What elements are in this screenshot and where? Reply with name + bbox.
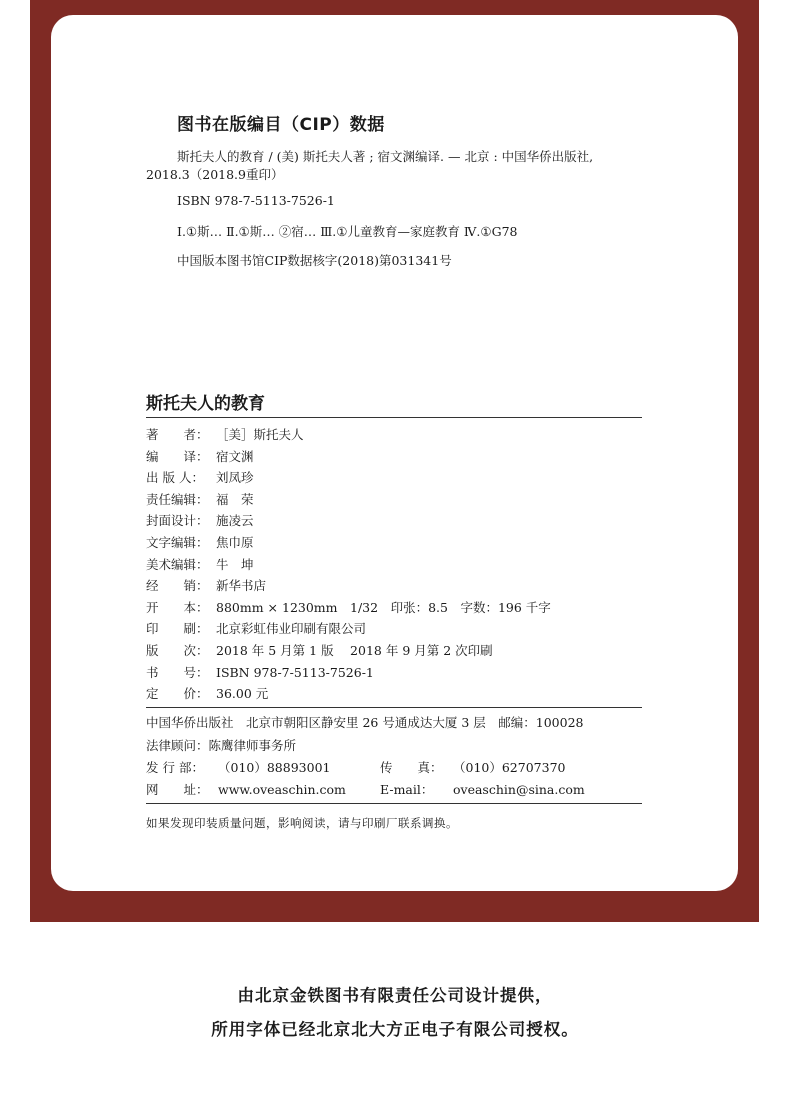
book-info-key: 封面设计： — [146, 513, 209, 529]
book-info-row — [146, 426, 304, 444]
book-info-value: 刘凤珍 — [216, 470, 254, 486]
book-info-key: 经 销： — [146, 578, 209, 594]
cip-classification: Ⅰ.①斯… Ⅱ.①斯… ②宿… Ⅲ.①儿童教育—家庭教育 Ⅳ.①G78 — [177, 224, 518, 239]
footer-line-2: 所用字体已经北京北大方正电子有限公司授权。 — [211, 1020, 579, 1039]
book-info-value: 36.00 元 — [216, 686, 269, 702]
book-info-key: 出 版 人： — [146, 470, 204, 486]
cip-record-number: 中国版本图书馆CIP数据核字(2018)第031341号 — [177, 253, 452, 268]
book-info-row — [146, 491, 254, 509]
divider — [146, 803, 642, 804]
book-info-key: 文字编辑： — [146, 535, 209, 550]
book-info-value: ［美］斯托夫人 — [216, 427, 304, 442]
book-info-row — [146, 534, 254, 552]
publisher-address: 中国华侨出版社 北京市朝阳区静安里 26 号通成达大厦 3 层 邮编：100028 — [146, 715, 584, 730]
book-info-row — [146, 448, 254, 466]
cip-bibliographic-line: 斯托夫人的教育 / (美) 斯托夫人著 ; 宿文渊编译. — 北京 : 中国华侨出版社, — [177, 149, 594, 164]
book-info-key: 美术编辑： — [146, 556, 209, 572]
book-info-key: 开 本： — [146, 599, 209, 615]
book-info-key: 编 译： — [146, 448, 209, 464]
book-info-key: 版 次： — [146, 643, 209, 658]
phone-label: 发 行 部： — [146, 760, 204, 775]
contact-web-row — [146, 781, 642, 799]
fax-label: 传 真： — [380, 760, 443, 775]
divider — [146, 417, 642, 418]
book-info-key: 书 号： — [146, 664, 209, 680]
book-info-key: 责任编辑： — [146, 491, 209, 507]
book-info-value: 2018 年 5 月第 1 版 2018 年 9 月第 2 次印刷 — [216, 643, 493, 658]
email-label: E-mail： — [380, 782, 434, 797]
book-info-row — [146, 620, 366, 638]
book-info-value: 施凌云 — [216, 513, 254, 529]
legal-advisor: 法律顾问：陈鹰律师事务所 — [146, 738, 297, 753]
book-title: 斯托夫人的教育 — [146, 394, 265, 414]
book-info-value: 焦巾原 — [216, 535, 254, 550]
book-info-key: 印 刷： — [146, 621, 209, 637]
cip-title: 图书在版编目（CIP）数据 — [177, 115, 385, 135]
book-info-key: 定 价： — [146, 686, 209, 702]
contact-phone-row — [146, 759, 642, 777]
quality-notice: 如果发现印装质量问题，影响阅读，请与印刷厂联系调换。 — [146, 816, 458, 830]
book-info-row — [146, 577, 266, 595]
fax-value: （010）62707370 — [453, 760, 566, 775]
book-info-value: 新华书店 — [216, 578, 267, 594]
cip-bibliographic-line-cont: 2018.3（2018.9重印） — [146, 167, 284, 182]
book-info-value: 牛 坤 — [216, 556, 254, 572]
book-info-key: 著 者： — [146, 427, 209, 442]
web-label: 网 址： — [146, 782, 209, 797]
book-info-row — [146, 642, 493, 660]
book-info-value: ISBN 978-7-5113-7526-1 — [216, 664, 374, 680]
book-info-row — [146, 664, 374, 682]
book-info-value: 宿文渊 — [216, 448, 254, 464]
book-info-row — [146, 599, 551, 617]
book-info-row — [146, 512, 254, 530]
cip-isbn: ISBN 978-7-5113-7526-1 — [177, 193, 335, 208]
book-info-value: 福 荣 — [216, 491, 254, 507]
book-info-value: 北京彩虹伟业印刷有限公司 — [216, 621, 367, 637]
divider — [146, 707, 642, 708]
website-link[interactable]: www.oveaschin.com — [218, 782, 346, 797]
footer-line-1: 由北京金铁图书有限责任公司设计提供， — [237, 986, 553, 1005]
book-info-row — [146, 685, 268, 703]
email-link[interactable]: oveaschin@sina.com — [453, 782, 585, 797]
book-info-row — [146, 556, 254, 574]
book-info-row — [146, 469, 254, 487]
phone-value: （010）88893001 — [218, 760, 331, 775]
book-info-value: 880mm × 1230mm 1/32 印张：8.5 字数：196 千字 — [216, 599, 551, 615]
